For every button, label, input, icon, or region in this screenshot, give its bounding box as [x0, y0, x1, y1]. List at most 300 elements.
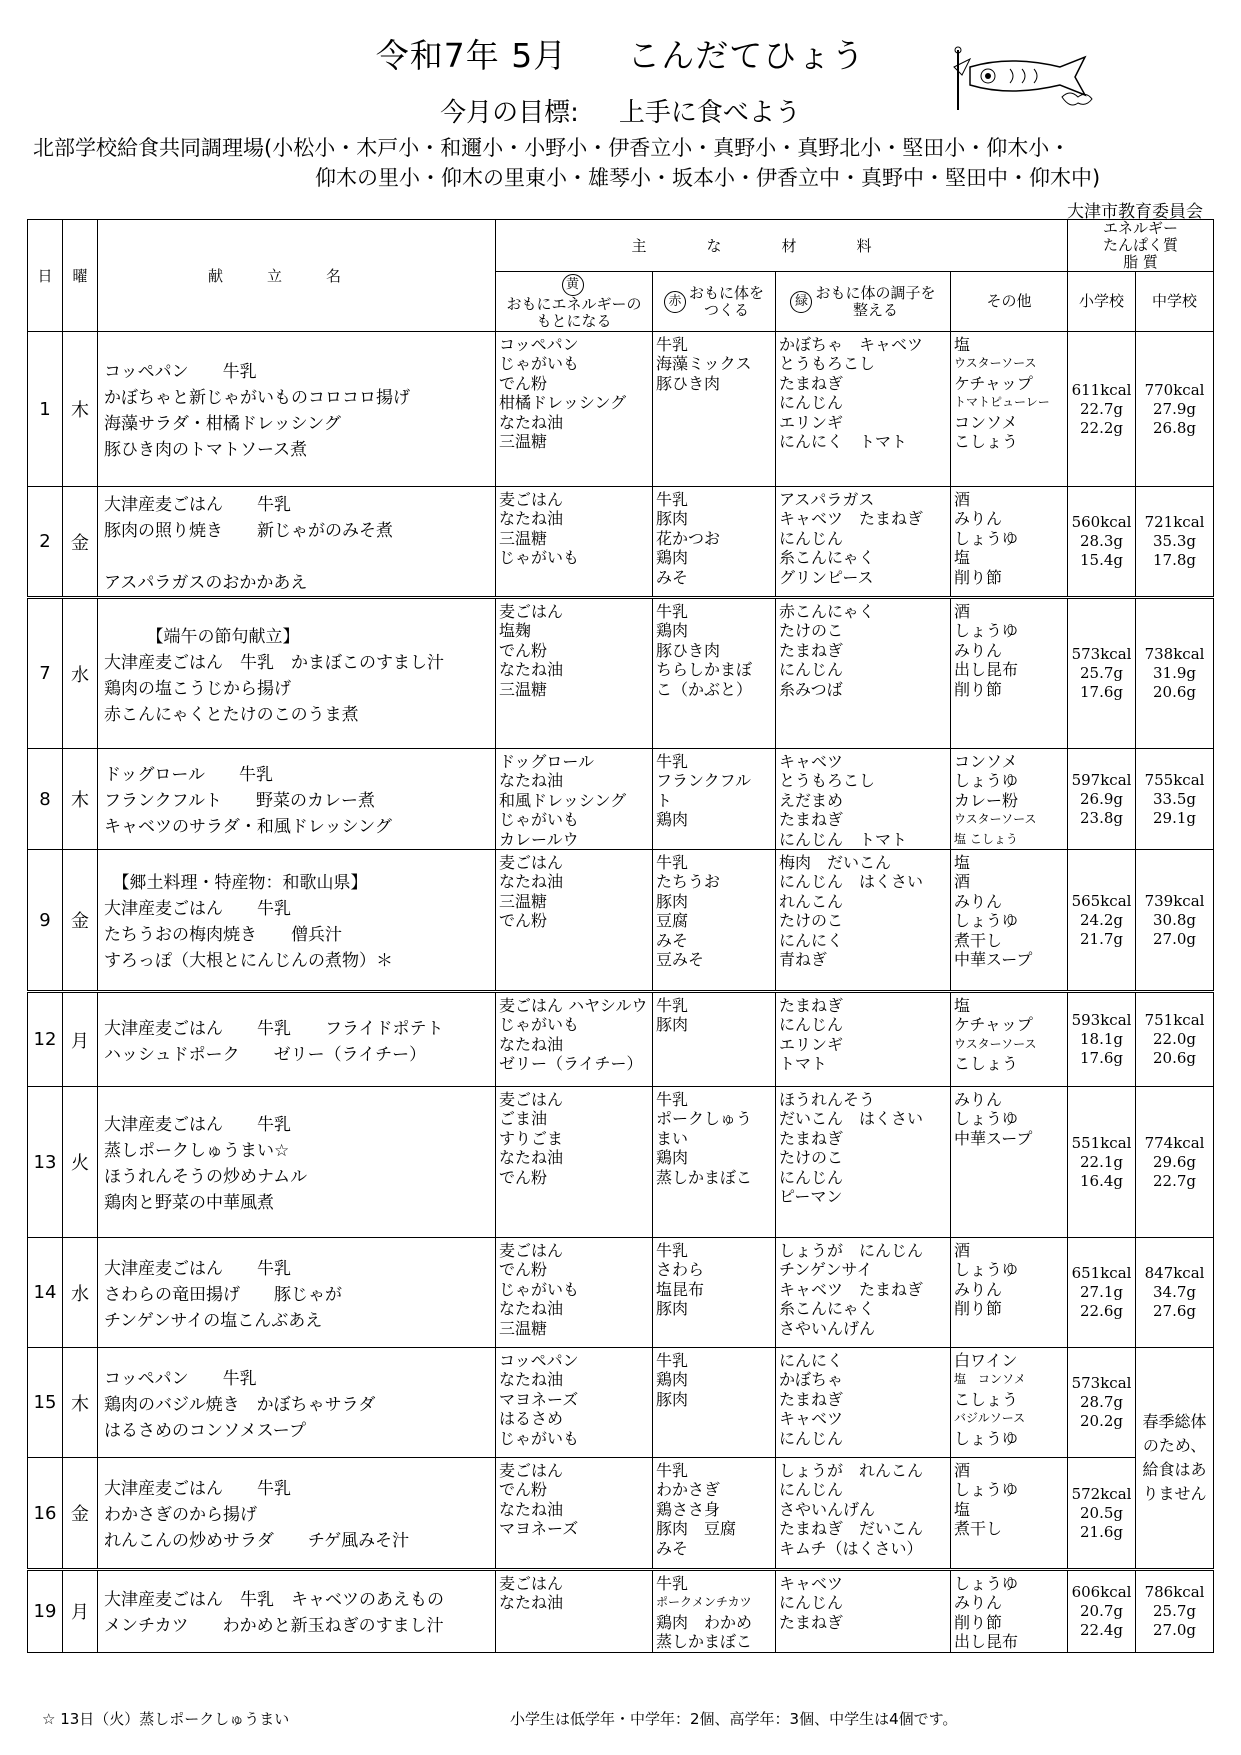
ingredient: 梅肉 だいこん [779, 853, 892, 873]
ingredient: しょうが れんこん [779, 1461, 924, 1481]
dish-line: ほうれんそうの炒めナムル [104, 1167, 308, 1188]
dish-line: 大津産麦ごはん 牛乳 [104, 1479, 291, 1500]
ingredient: 蒸しかまぼこ [656, 1632, 753, 1652]
ingredient: 中華スープ [954, 950, 1033, 970]
ingredient: じゃがいも [499, 1428, 580, 1448]
ingredient: 中華スープ [954, 1128, 1033, 1148]
ingredient: たまねぎ [779, 1389, 844, 1409]
elementary-nutrition [1068, 1570, 1136, 1653]
other-ingredients [951, 1087, 1068, 1238]
nutrition-value: 21.7g [1080, 929, 1124, 948]
ingredient: にんじん トマト [779, 829, 908, 849]
ingredient: にんじん [779, 1428, 844, 1448]
kitchen-schools: 北部学校給食共同調理場(小松小・木戸小・和邇小・小野小・伊香立小・真野小・真野北小・堅田小・仰木小・ 仰木の里小・仰木の里東小・雄琴小・坂本小・伊香立中・真野中・堅田中・仰木中) [33, 136, 1101, 190]
dish-line: わかさぎのから揚げ [104, 1505, 257, 1526]
nutrition-value: 611kcal [1071, 380, 1132, 399]
menu-row [28, 992, 1214, 1087]
ingredient: ゼリー（ライチー） [499, 1054, 643, 1074]
ingredient: 豆腐 [656, 911, 689, 931]
ingredient: キャベツ [779, 1574, 844, 1594]
ingredient: 塩昆布 [656, 1279, 705, 1299]
dish-line: 赤こんにゃくとたけのこのうま煮 [104, 704, 359, 725]
nutrition-value: 16.4g [1080, 1171, 1124, 1190]
ingredient: 糸みつば [779, 679, 843, 699]
ingredient: にんじん [779, 528, 844, 548]
dish-line: 大津産麦ごはん 牛乳 [104, 494, 291, 515]
ingredient: 豚ひき肉 [656, 373, 721, 393]
ingredient: キャベツ [779, 1409, 844, 1429]
day-number: 12 [28, 992, 63, 1087]
dish-names [98, 1348, 496, 1458]
ingredient: じゃがいも [499, 810, 580, 830]
ingredient: 塩 コンソメ [954, 1372, 1026, 1387]
dish-names [98, 850, 496, 992]
ingredient: さやいんげん [779, 1318, 876, 1338]
dish-line: たちうおの梅肉焼き 僧兵汁 [104, 925, 342, 946]
ingredient: 出し昆布 [954, 660, 1019, 680]
dish-line: すろっぽ（大根とにんじんの煮物）＊ [104, 951, 393, 972]
ingredient: みりん [954, 891, 1003, 911]
ingredient: エリンギ [779, 412, 844, 432]
other-ingredients [951, 850, 1068, 992]
ingredient: 煮干し [954, 1519, 1003, 1539]
nutrition-value: 25.7g [1080, 664, 1124, 682]
ingredient: 麦ごはん [499, 1574, 564, 1594]
dish-names [98, 1087, 496, 1238]
ingredient: たけのこ [779, 911, 844, 931]
dish-line: 蒸しポークしゅうまい☆ [104, 1141, 290, 1162]
other-ingredients [951, 487, 1068, 598]
dish-line: 豚ひき肉のトマトソース煮 [104, 440, 308, 460]
ingredient: にんじん [779, 1593, 844, 1613]
nutrition-value: 22.7g [1080, 399, 1124, 418]
ingredient: なたね油 [499, 1593, 564, 1613]
nutrition-value: 739kcal [1144, 891, 1205, 910]
ingredient: なたね油 [499, 1499, 564, 1519]
ingredient: しょうゆ [954, 1260, 1019, 1280]
body-ingredients [653, 1458, 776, 1570]
ingredient: ト [656, 790, 673, 810]
day-number: 13 [28, 1087, 63, 1238]
nutrition-value: 721kcal [1144, 513, 1205, 531]
nutrition-value: 20.6g [1153, 1049, 1197, 1068]
nutrition-value: 17.8g [1153, 551, 1197, 569]
dish-line: メンチカツ わかめと新玉ねぎのすまし汁 [104, 1616, 444, 1637]
body-ingredients [653, 598, 776, 749]
nutrition-value: 755kcal [1144, 770, 1205, 789]
ingredient: じゃがいも [499, 354, 580, 374]
ingredient: かぼちゃ キャベツ [779, 335, 924, 354]
ingredient: だいこん はくさい [779, 1109, 924, 1129]
ingredient: 三温糖 [499, 528, 548, 548]
ingredient: 酒 [954, 602, 971, 621]
ingredient: コンソメ [954, 752, 1018, 771]
energy-ingredients [496, 749, 653, 850]
nutrition-value: 786kcal [1144, 1582, 1205, 1601]
menu-row [28, 1570, 1214, 1653]
nutrition-value: 15.4g [1080, 551, 1124, 569]
dish-line: 豚肉の照り焼き 新じゃがのみそ煮 [104, 520, 393, 541]
menu-row [28, 598, 1214, 749]
ingredient: にんじん [779, 1480, 844, 1500]
junior-nutrition [1136, 850, 1214, 992]
ingredient: ウスターソース [954, 812, 1037, 827]
nutrition-value: 551kcal [1071, 1133, 1132, 1152]
body-ingredients [653, 1570, 776, 1653]
ingredient: なたね油 [499, 1299, 564, 1319]
no-meal-note: 春季総体のため、給食はありません [1136, 1348, 1214, 1570]
ingredient: 三温糖 [499, 432, 548, 452]
elementary-nutrition [1068, 1458, 1136, 1570]
ingredient: 塩 [954, 996, 971, 1016]
dish-names [98, 1238, 496, 1348]
dish-line: 【端午の節句献立】 [104, 626, 300, 647]
dish-line: チンゲンサイの塩こんぶあえ [104, 1310, 323, 1331]
body-ingredients [653, 1238, 776, 1348]
nutrition-value: 26.8g [1153, 418, 1197, 437]
ingredient: フランクフル [656, 771, 752, 791]
ingredient: なたね油 [499, 1148, 564, 1168]
elementary-nutrition [1068, 332, 1136, 487]
dish-line: 大津産麦ごはん 牛乳 キャベツのあえもの [104, 1590, 444, 1611]
ingredient: アスパラガス [779, 490, 875, 509]
condition-ingredients [776, 1238, 951, 1348]
day-number: 8 [28, 749, 63, 850]
ingredient: でん粉 [499, 1480, 548, 1500]
dish-line: 鶏肉と野菜の中華風煮 [104, 1193, 274, 1214]
ingredient: 牛乳 [656, 1574, 689, 1594]
elementary-nutrition [1068, 1087, 1136, 1238]
ingredient: 塩 [954, 548, 971, 568]
energy-ingredients [496, 992, 653, 1087]
ingredient: 豚肉 [656, 509, 689, 529]
ingredient: 酒 [954, 1241, 971, 1261]
ingredient: なたね油 [499, 872, 564, 892]
ingredient: 麦ごはん [499, 1090, 564, 1110]
ingredient: じゃがいも [499, 1015, 580, 1035]
ingredient: なたね油 [499, 412, 564, 432]
ingredient: さやいんげん [779, 1499, 876, 1519]
ingredient: ポークしゅう [656, 1109, 753, 1129]
nutrition-value: 23.8g [1080, 808, 1124, 827]
ingredient: コッペパン [499, 335, 579, 354]
nutrition-value: 20.7g [1080, 1601, 1124, 1620]
nutrition-value: 24.2g [1080, 910, 1124, 929]
ingredient: 鶏肉 [656, 1148, 689, 1168]
dish-line: フランクフルト 野菜のカレー煮 [104, 791, 375, 812]
ingredient: トマト [779, 1054, 828, 1074]
nutrition-value: 26.9g [1080, 789, 1124, 808]
ingredient: 牛乳 [656, 996, 689, 1016]
nutrition-value: 651kcal [1071, 1264, 1132, 1283]
dish-line [104, 542, 495, 568]
ingredient: 豚肉 [656, 1015, 689, 1035]
elementary-nutrition [1068, 749, 1136, 850]
ingredient: みそ [656, 1538, 689, 1558]
dish-line: 大津産麦ごはん 牛乳 かまぼこのすまし汁 [104, 652, 444, 673]
ingredient: 出し昆布 [954, 1632, 1019, 1652]
day-of-week: 金 [63, 1458, 98, 1570]
ingredient: なたね油 [499, 1034, 564, 1054]
condition-ingredients [776, 487, 951, 598]
ingredient: 三温糖 [499, 1318, 548, 1338]
ingredient: 豚肉 [656, 1389, 689, 1409]
other-ingredients [951, 1238, 1068, 1348]
nutrition-value: 31.9g [1153, 664, 1197, 682]
energy-ingredients [496, 1458, 653, 1570]
ingredient: キャベツ たまねぎ [779, 509, 924, 529]
menu-row [28, 487, 1214, 598]
condition-ingredients [776, 992, 951, 1087]
ingredient: ほうれんそう [779, 1090, 876, 1110]
ingredient: なたね油 [499, 660, 564, 680]
ingredient: しょうゆ [954, 771, 1019, 791]
ingredient: しょうゆ [954, 528, 1019, 548]
ingredient: しょうゆ [954, 1480, 1019, 1500]
ingredient: 牛乳 [656, 602, 689, 621]
ingredient: たまねぎ [779, 1612, 844, 1632]
body-ingredients [653, 332, 776, 487]
ingredient: グリンピース [779, 567, 874, 587]
energy-ingredients [496, 598, 653, 749]
header-dish: 献立名 [98, 220, 496, 332]
ingredient: 牛乳 [656, 1241, 689, 1261]
ingredient: 塩麹 [499, 621, 532, 641]
dish-line: ドッグロール 牛乳 [104, 765, 273, 786]
ingredient: みりん [954, 1279, 1003, 1299]
other-ingredients [951, 598, 1068, 749]
menu-row [28, 749, 1214, 850]
ingredient: 白ワイン [954, 1351, 1018, 1371]
dish-line: 大津産麦ごはん 牛乳 [104, 899, 291, 920]
yellow-group-icon: 黄 [562, 274, 584, 296]
ingredient: 削り節 [954, 567, 1003, 587]
ingredient: たまねぎ [779, 640, 844, 660]
ingredient: 鶏肉 [656, 810, 689, 830]
ingredient: なたね油 [499, 1370, 564, 1390]
nutrition-value: 597kcal [1071, 770, 1132, 789]
energy-ingredients [496, 1238, 653, 1348]
ingredient: はるさめ [499, 1409, 564, 1429]
ingredient: えだまめ [779, 790, 844, 810]
ingredient: にんにく トマト [779, 432, 908, 452]
ingredient: みりん [954, 509, 1003, 529]
nutrition-value: 17.6g [1080, 683, 1124, 701]
ingredient: しょうゆ [954, 911, 1019, 931]
nutrition-value: 573kcal [1071, 645, 1132, 663]
dish-names [98, 1458, 496, 1570]
day-of-week: 金 [63, 850, 98, 992]
nutrition-value: 22.4g [1080, 1620, 1124, 1639]
ingredient: でん粉 [499, 1167, 548, 1187]
dish-line: キャベツのサラダ・和風ドレッシング [104, 817, 392, 838]
ingredient: こしょう [954, 432, 1019, 452]
ingredient: しょうゆ [954, 1574, 1019, 1594]
dish-names [98, 332, 496, 487]
nutrition-value: 21.6g [1080, 1522, 1124, 1541]
green-group-icon: 緑 [790, 291, 812, 313]
ingredient: たまねぎ [779, 373, 844, 393]
ingredient: ちらしかまぼ [656, 660, 753, 680]
ingredient: 蒸しかまぼこ [656, 1167, 753, 1187]
dish-line: コッペパン 牛乳 [104, 362, 257, 382]
elementary-nutrition [1068, 1348, 1136, 1458]
other-ingredients [951, 332, 1068, 487]
ingredient: トマトピューレー [954, 395, 1050, 410]
nutrition-value: 18.1g [1080, 1030, 1124, 1049]
condition-ingredients [776, 1348, 951, 1458]
ingredient: 牛乳 [656, 853, 689, 873]
day-of-week: 月 [63, 992, 98, 1087]
header-elementary: 小学校 [1068, 272, 1136, 332]
monthly-goal: 今月の目標: 上手に食べよう [440, 98, 801, 128]
condition-ingredients [776, 850, 951, 992]
menu-row [28, 1238, 1214, 1348]
other-ingredients [951, 992, 1068, 1087]
nutrition-value: 27.1g [1080, 1283, 1124, 1302]
ingredient: 鶏ささ身 [656, 1499, 721, 1519]
nutrition-value: 738kcal [1144, 645, 1205, 663]
ingredient: ピーマン [779, 1187, 843, 1207]
ingredient: ごま油 [499, 1109, 548, 1129]
nutrition-value: 27.0g [1153, 1620, 1197, 1639]
ingredient: なたね油 [499, 771, 564, 791]
ingredient: とうもろこし [779, 771, 876, 791]
ingredient: 青ねぎ [779, 950, 828, 970]
ingredient: でん粉 [499, 1260, 548, 1280]
day-number: 14 [28, 1238, 63, 1348]
header-body-group: 赤 おもに体を つくる [653, 272, 776, 332]
nutrition-value: 27.6g [1153, 1302, 1197, 1321]
ingredient: しょうゆ [954, 1428, 1019, 1448]
elementary-nutrition [1068, 487, 1136, 598]
dish-line: 大津産麦ごはん 牛乳 [104, 1258, 291, 1279]
ingredient: 煮干し [954, 930, 1003, 950]
ingredient: ケチャップ [954, 1015, 1033, 1035]
ingredient: 麦ごはん [499, 853, 564, 873]
header-day: 日 [28, 220, 63, 332]
ingredient: 牛乳 [656, 490, 689, 509]
ingredient: みりん [954, 1090, 1003, 1110]
ingredient: 糸こんにゃく [779, 548, 875, 568]
nutrition-value: 22.1g [1080, 1152, 1124, 1171]
ingredient: 牛乳 [656, 752, 689, 771]
header-energy-group: 黄おもにエネルギーの もとになる [496, 272, 653, 332]
day-of-week: 木 [63, 749, 98, 850]
other-ingredients [951, 1570, 1068, 1653]
energy-ingredients [496, 1348, 653, 1458]
ingredient: 豚ひき肉 [656, 640, 721, 660]
day-of-week: 水 [63, 1238, 98, 1348]
era-label: 令和7年 5月 [375, 36, 568, 75]
footnote-count: 小学生は低学年・中学年：2個、高学年：3個、中学生は4個です。 [510, 1710, 958, 1728]
ingredient: かぼちゃ [779, 1370, 844, 1390]
ingredient: 麦ごはん ハヤシルウ [499, 996, 648, 1016]
nutrition-value: 20.2g [1080, 1412, 1124, 1431]
dish-names [98, 992, 496, 1087]
ingredient: 牛乳 [656, 1351, 689, 1371]
nutrition-value: 27.0g [1153, 929, 1197, 948]
nutrition-value: 751kcal [1144, 1011, 1205, 1030]
dish-line: さわらの竜田揚げ 豚じゃが [104, 1284, 342, 1305]
menu-row [28, 1087, 1214, 1238]
day-number: 1 [28, 332, 63, 487]
body-ingredients [653, 1087, 776, 1238]
header-cond-group: 緑 おもに体の調子を 整える [776, 272, 951, 332]
energy-ingredients [496, 1087, 653, 1238]
ingredient: こしょう [954, 1054, 1019, 1074]
nutrition-value: 593kcal [1071, 1011, 1132, 1030]
other-ingredients [951, 1458, 1068, 1570]
body-ingredients [653, 992, 776, 1087]
energy-ingredients [496, 332, 653, 487]
ingredient: 豚肉 [656, 1299, 689, 1319]
nutrition-value: 29.1g [1153, 808, 1197, 827]
dish-line: はるさめのコンソメスープ [104, 1420, 306, 1441]
day-of-week: 木 [63, 332, 98, 487]
ingredient: しょうゆ [954, 1109, 1019, 1129]
ingredient: マヨネーズ [499, 1389, 579, 1409]
ingredient: 麦ごはん [499, 1461, 564, 1481]
ingredient: でん粉 [499, 911, 548, 931]
nutrition-value: 770kcal [1144, 380, 1205, 399]
ingredient: 和風ドレッシング [499, 790, 627, 810]
condition-ingredients [776, 1087, 951, 1238]
ingredient: 塩 [954, 335, 971, 354]
condition-ingredients [776, 749, 951, 850]
ingredient: マヨネーズ [499, 1519, 579, 1539]
dish-line: れんこんの炒めサラダ チゲ風みそ汁 [104, 1531, 410, 1552]
ingredient: カレールウ [499, 829, 579, 849]
ingredient: 柑橘ドレッシング [499, 393, 627, 413]
nutrition-value: 35.3g [1153, 532, 1197, 550]
ingredient: コンソメ [954, 412, 1018, 432]
junior-nutrition [1136, 749, 1214, 850]
ingredient: 牛乳 [656, 1461, 689, 1481]
ingredient: ポークメンチカツ [656, 1595, 752, 1610]
junior-nutrition [1136, 992, 1214, 1087]
nutrition-value: 28.3g [1080, 532, 1124, 550]
ingredient: こしょう [954, 1389, 1019, 1409]
ingredient: 麦ごはん [499, 1241, 564, 1261]
ingredient: じゃがいも [499, 548, 580, 568]
ingredient: とうもろこし [779, 354, 876, 374]
ingredient: さわら [656, 1260, 705, 1280]
ingredient: にんじん [779, 1015, 844, 1035]
dish-names [98, 749, 496, 850]
ingredient: すりごま [499, 1128, 564, 1148]
nutrition-value: 560kcal [1071, 513, 1132, 531]
ingredient: エリンギ [779, 1034, 844, 1054]
dish-line: ハッシュドポーク ゼリー（ライチー） [104, 1044, 427, 1065]
nutrition-value: 29.6g [1153, 1152, 1197, 1171]
body-ingredients [653, 749, 776, 850]
ingredient: まい [656, 1128, 689, 1148]
header-junior: 中学校 [1136, 272, 1214, 332]
day-number: 19 [28, 1570, 63, 1653]
day-of-week: 水 [63, 598, 98, 749]
condition-ingredients [776, 1570, 951, 1653]
nutrition-value: 27.9g [1153, 399, 1197, 418]
condition-ingredients [776, 332, 951, 487]
nutrition-value: 25.7g [1153, 1601, 1197, 1620]
nutrition-value: 606kcal [1071, 1582, 1132, 1601]
ingredient: たけのこ [779, 621, 844, 641]
ingredient: でん粉 [499, 640, 548, 660]
nutrition-value: 22.6g [1080, 1302, 1124, 1321]
ingredient: みりん [954, 640, 1003, 660]
dish-names [98, 1570, 496, 1653]
